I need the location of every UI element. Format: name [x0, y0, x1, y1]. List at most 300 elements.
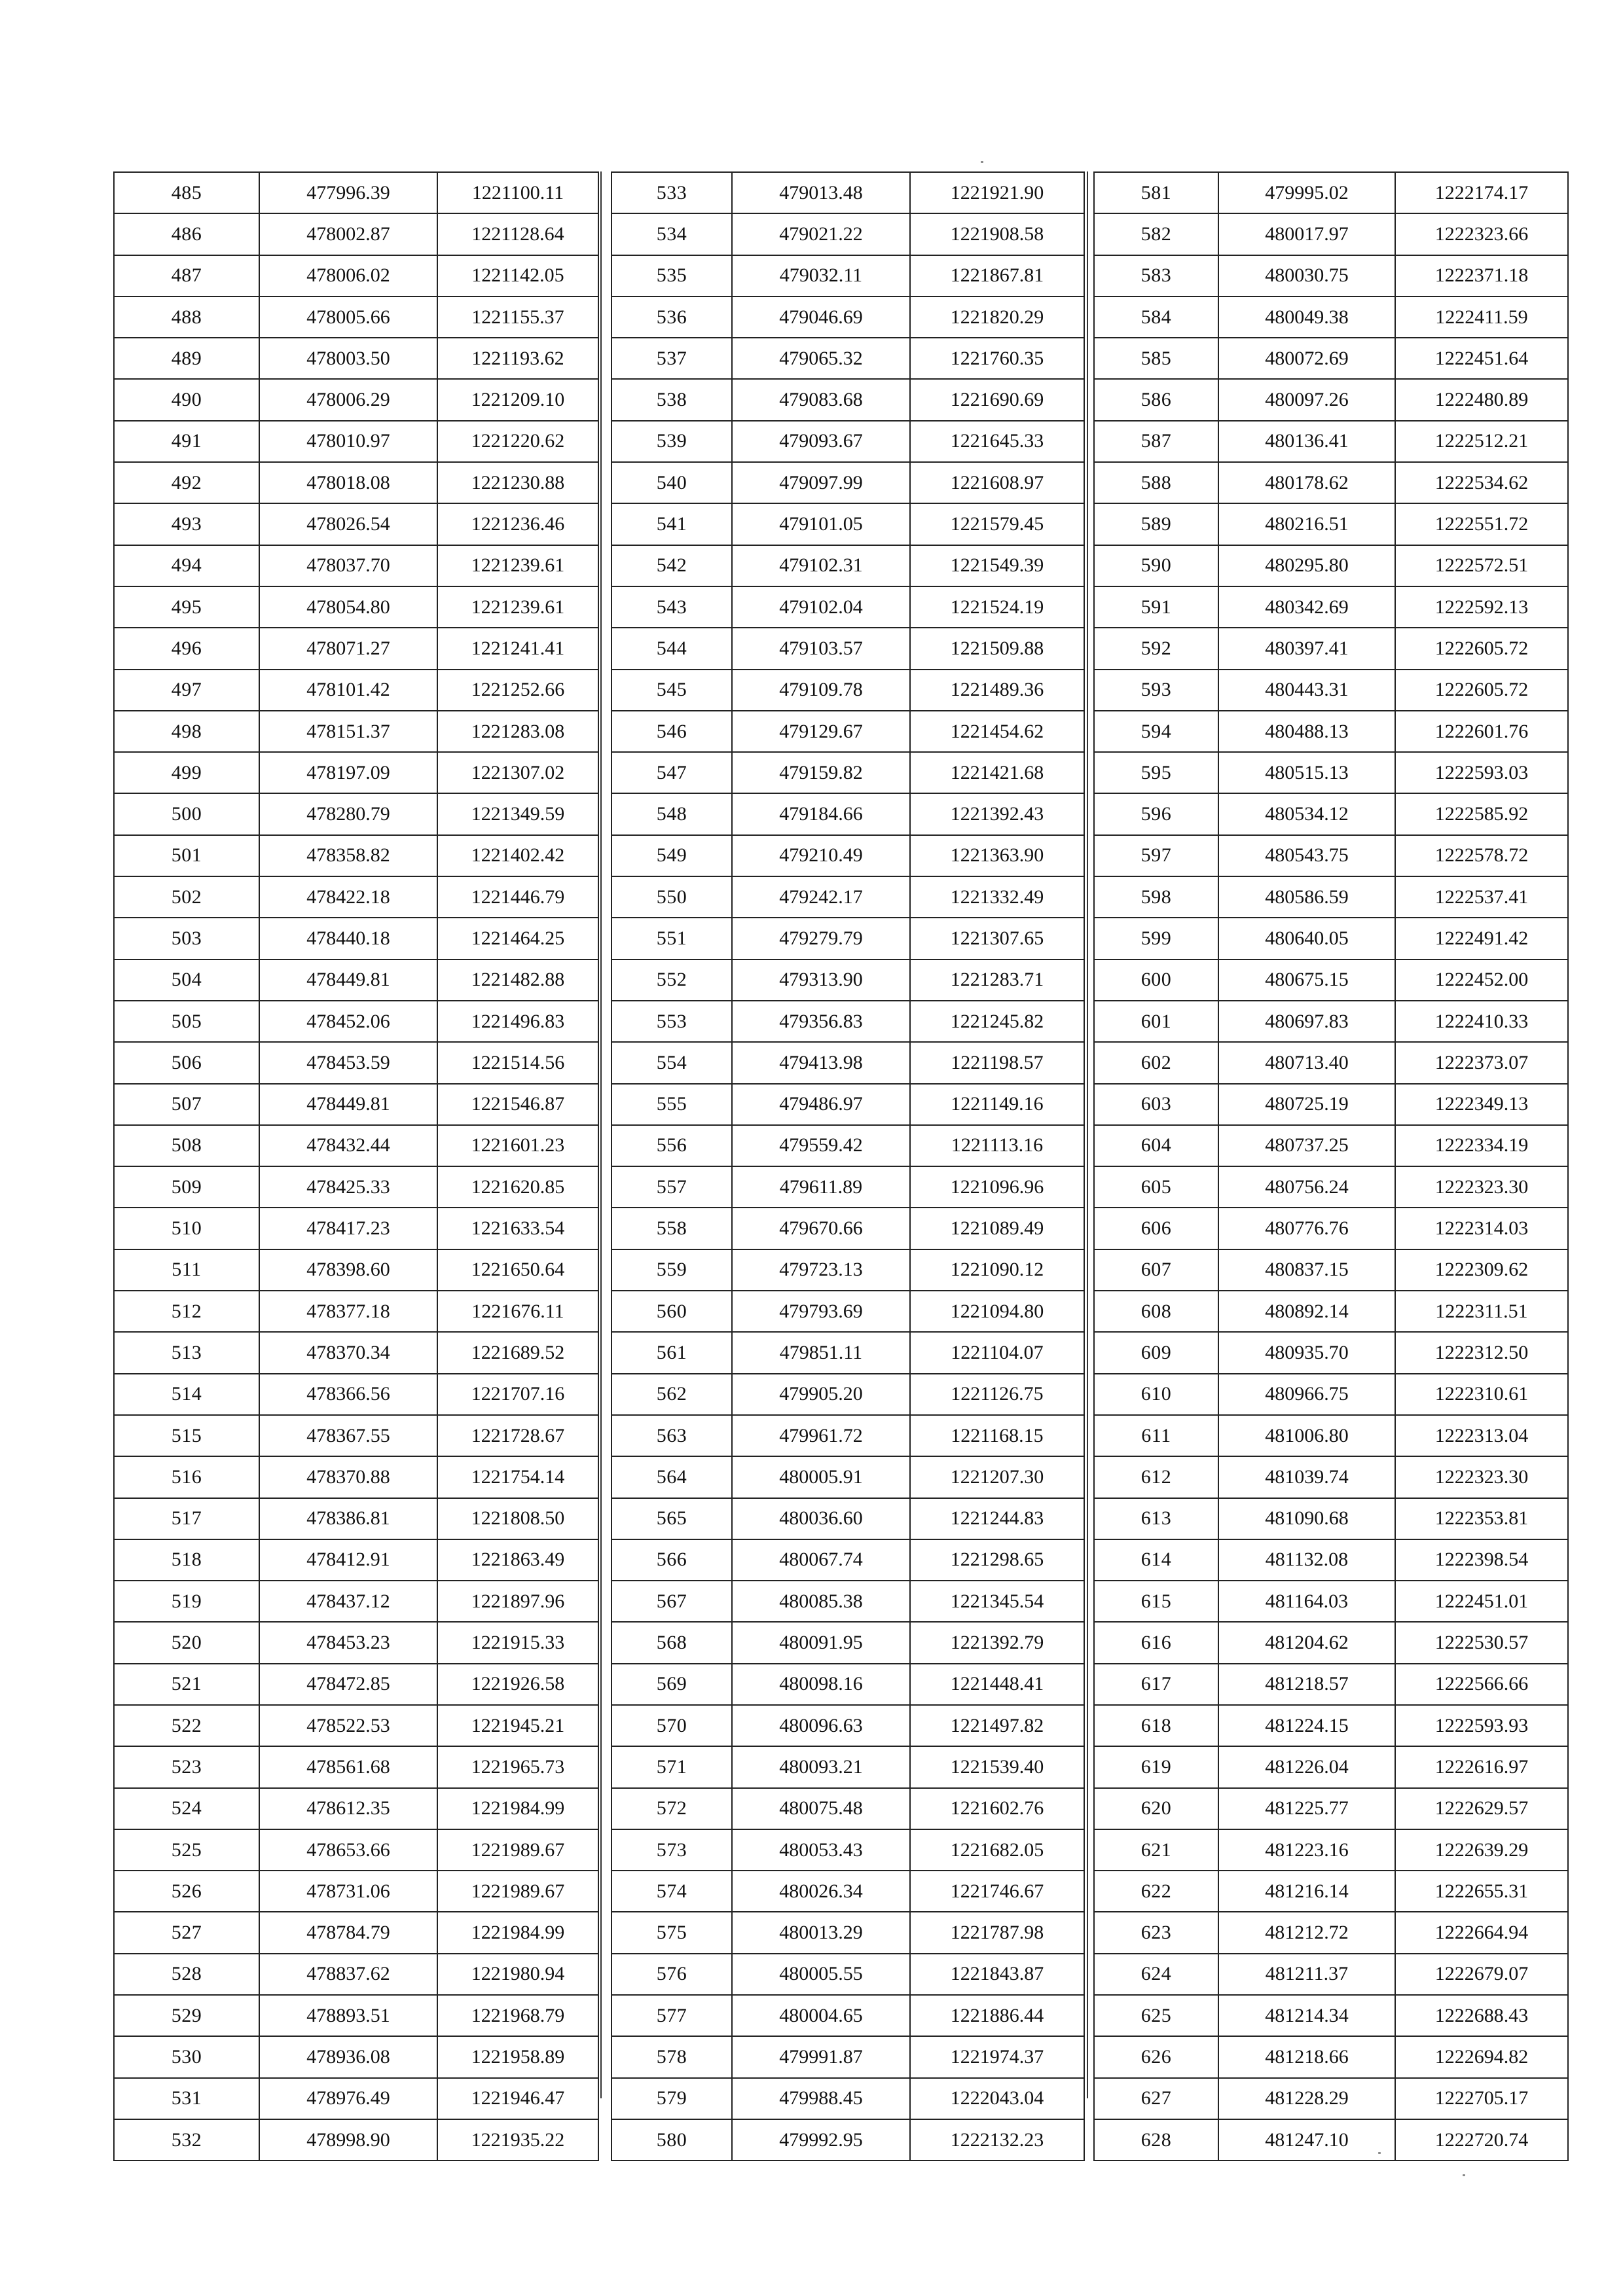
- x-coordinate-cell: 478006.29: [259, 379, 437, 420]
- y-coordinate-cell: 1222679.07: [1395, 1954, 1568, 1995]
- x-coordinate-cell: 480837.15: [1218, 1249, 1395, 1291]
- x-coordinate-cell: 480096.63: [732, 1705, 910, 1746]
- x-coordinate-cell: 479991.87: [732, 2036, 910, 2077]
- x-coordinate-cell: 480097.26: [1218, 379, 1395, 420]
- column-divider-right: [1087, 171, 1088, 2098]
- table-row: [1094, 1291, 1568, 1332]
- point-number-cell: 568: [611, 1622, 732, 1663]
- x-coordinate-cell: 481226.04: [1218, 1746, 1395, 1787]
- y-coordinate-cell: 1222605.72: [1395, 670, 1568, 711]
- table-row: [1094, 1829, 1568, 1871]
- table-row: [1094, 1705, 1568, 1746]
- x-coordinate-cell: 480342.69: [1218, 586, 1395, 628]
- table-row: [114, 2078, 598, 2119]
- point-number-cell: 589: [1094, 503, 1218, 545]
- table-row: [1094, 1166, 1568, 1208]
- point-number-cell: 573: [611, 1829, 732, 1871]
- x-coordinate-cell: 478453.23: [259, 1622, 437, 1663]
- x-coordinate-cell: 479988.45: [732, 2078, 910, 2119]
- point-number-cell: 541: [611, 503, 732, 545]
- x-coordinate-cell: 479559.42: [732, 1125, 910, 1166]
- table-row: [1094, 1415, 1568, 1456]
- point-number-cell: 562: [611, 1374, 732, 1415]
- table-row: [1094, 1001, 1568, 1042]
- x-coordinate-cell: 480178.62: [1218, 462, 1395, 503]
- point-number-cell: 570: [611, 1705, 732, 1746]
- y-coordinate-cell: 1221926.58: [437, 1664, 598, 1705]
- point-number-cell: 612: [1094, 1456, 1218, 1498]
- table-row: [1094, 1954, 1568, 1995]
- x-coordinate-cell: 479046.69: [732, 296, 910, 338]
- point-number-cell: 574: [611, 1871, 732, 1912]
- x-coordinate-cell: 479013.48: [732, 172, 910, 213]
- point-number-cell: 515: [114, 1415, 259, 1456]
- y-coordinate-cell: 1221128.64: [437, 213, 598, 255]
- table-row: [611, 793, 1084, 834]
- point-number-cell: 534: [611, 213, 732, 255]
- y-coordinate-cell: 1222174.17: [1395, 172, 1568, 213]
- y-coordinate-cell: 1221392.79: [910, 1622, 1084, 1663]
- point-number-cell: 587: [1094, 421, 1218, 462]
- x-coordinate-cell: 479413.98: [732, 1042, 910, 1083]
- point-number-cell: 519: [114, 1581, 259, 1622]
- table-row: [611, 1788, 1084, 1829]
- point-number-cell: 485: [114, 172, 259, 213]
- x-coordinate-cell: 480756.24: [1218, 1166, 1395, 1208]
- x-coordinate-cell: 478010.97: [259, 421, 437, 462]
- y-coordinate-cell: 1221974.37: [910, 2036, 1084, 2077]
- point-number-cell: 579: [611, 2078, 732, 2119]
- y-coordinate-cell: 1221113.16: [910, 1125, 1084, 1166]
- table-row: [1094, 1125, 1568, 1166]
- y-coordinate-cell: 1221509.88: [910, 628, 1084, 669]
- x-coordinate-cell: 480067.74: [732, 1539, 910, 1581]
- point-number-cell: 608: [1094, 1291, 1218, 1332]
- x-coordinate-cell: 480030.75: [1218, 255, 1395, 296]
- point-number-cell: 614: [1094, 1539, 1218, 1581]
- y-coordinate-cell: 1221897.96: [437, 1581, 598, 1622]
- y-coordinate-cell: 1222593.93: [1395, 1705, 1568, 1746]
- point-number-cell: 558: [611, 1208, 732, 1249]
- table-row: [114, 960, 598, 1001]
- point-number-cell: 584: [1094, 296, 1218, 338]
- y-coordinate-cell: 1222132.23: [910, 2119, 1084, 2161]
- x-coordinate-cell: 480534.12: [1218, 793, 1395, 834]
- y-coordinate-cell: 1221958.89: [437, 2036, 598, 2077]
- x-coordinate-cell: 479129.67: [732, 711, 910, 752]
- table-row: [611, 1415, 1084, 1456]
- x-coordinate-cell: 479065.32: [732, 338, 910, 379]
- table-row: [611, 711, 1084, 752]
- table-row: [611, 1954, 1084, 1995]
- point-number-cell: 532: [114, 2119, 259, 2161]
- point-number-cell: 569: [611, 1664, 732, 1705]
- point-number-cell: 537: [611, 338, 732, 379]
- table-row: [611, 503, 1084, 545]
- y-coordinate-cell: 1221746.67: [910, 1871, 1084, 1912]
- x-coordinate-cell: 479723.13: [732, 1249, 910, 1291]
- y-coordinate-cell: 1221349.59: [437, 793, 598, 834]
- table-row: [114, 918, 598, 959]
- table-row: [114, 1001, 598, 1042]
- table-row: [611, 1456, 1084, 1498]
- point-number-cell: 507: [114, 1084, 259, 1125]
- x-coordinate-cell: 481218.66: [1218, 2036, 1395, 2077]
- table-row: [114, 296, 598, 338]
- x-coordinate-cell: 481164.03: [1218, 1581, 1395, 1622]
- point-number-cell: 628: [1094, 2119, 1218, 2161]
- point-number-cell: 598: [1094, 876, 1218, 918]
- table-row: [611, 2119, 1084, 2161]
- y-coordinate-cell: 1221921.90: [910, 172, 1084, 213]
- table-row: [611, 1871, 1084, 1912]
- x-coordinate-cell: 479102.31: [732, 545, 910, 586]
- point-number-cell: 585: [1094, 338, 1218, 379]
- coordinate-table-middle: [611, 171, 1085, 2161]
- table-row: [114, 1788, 598, 1829]
- table-row: [611, 379, 1084, 420]
- x-coordinate-cell: 479242.17: [732, 876, 910, 918]
- table-row: [611, 2078, 1084, 2119]
- table-row: [114, 1291, 598, 1332]
- x-coordinate-cell: 478037.70: [259, 545, 437, 586]
- table-row: [611, 960, 1084, 1001]
- x-coordinate-cell: 481216.14: [1218, 1871, 1395, 1912]
- y-coordinate-cell: 1221984.99: [437, 1912, 598, 1953]
- point-number-cell: 498: [114, 711, 259, 752]
- x-coordinate-cell: 479097.99: [732, 462, 910, 503]
- point-number-cell: 610: [1094, 1374, 1218, 1415]
- y-coordinate-cell: 1221454.62: [910, 711, 1084, 752]
- x-coordinate-cell: 479992.95: [732, 2119, 910, 2161]
- table-row: [114, 255, 598, 296]
- table-row: [611, 628, 1084, 669]
- table-row: [114, 1954, 598, 1995]
- table-row: [114, 876, 598, 918]
- x-coordinate-cell: 480640.05: [1218, 918, 1395, 959]
- y-coordinate-cell: 1221728.67: [437, 1415, 598, 1456]
- x-coordinate-cell: 478417.23: [259, 1208, 437, 1249]
- x-coordinate-cell: 479279.79: [732, 918, 910, 959]
- x-coordinate-cell: 478018.08: [259, 462, 437, 503]
- y-coordinate-cell: 1221252.66: [437, 670, 598, 711]
- y-coordinate-cell: 1222334.19: [1395, 1125, 1568, 1166]
- y-coordinate-cell: 1222530.57: [1395, 1622, 1568, 1663]
- point-number-cell: 618: [1094, 1705, 1218, 1746]
- x-coordinate-cell: 478412.91: [259, 1539, 437, 1581]
- point-number-cell: 571: [611, 1746, 732, 1787]
- x-coordinate-cell: 480136.41: [1218, 421, 1395, 462]
- table-row: [1094, 628, 1568, 669]
- point-number-cell: 525: [114, 1829, 259, 1871]
- y-coordinate-cell: 1222314.03: [1395, 1208, 1568, 1249]
- x-coordinate-cell: 480005.91: [732, 1456, 910, 1498]
- y-coordinate-cell: 1222534.62: [1395, 462, 1568, 503]
- y-coordinate-cell: 1221464.25: [437, 918, 598, 959]
- point-number-cell: 625: [1094, 1995, 1218, 2036]
- table-row: [611, 1995, 1084, 2036]
- x-coordinate-cell: 480053.43: [732, 1829, 910, 1871]
- y-coordinate-cell: 1221489.36: [910, 670, 1084, 711]
- y-coordinate-cell: 1221198.57: [910, 1042, 1084, 1083]
- table-row: [114, 1664, 598, 1705]
- y-coordinate-cell: 1221886.44: [910, 1995, 1084, 2036]
- x-coordinate-cell: 481218.57: [1218, 1664, 1395, 1705]
- y-coordinate-cell: 1222310.61: [1395, 1374, 1568, 1415]
- point-number-cell: 611: [1094, 1415, 1218, 1456]
- point-number-cell: 528: [114, 1954, 259, 1995]
- y-coordinate-cell: 1222639.29: [1395, 1829, 1568, 1871]
- table-row: [114, 1249, 598, 1291]
- table-row: [1094, 1871, 1568, 1912]
- point-number-cell: 522: [114, 1705, 259, 1746]
- table-row: [611, 1705, 1084, 1746]
- y-coordinate-cell: 1221241.41: [437, 628, 598, 669]
- y-coordinate-cell: 1222720.74: [1395, 2119, 1568, 2161]
- x-coordinate-cell: 480098.16: [732, 1664, 910, 1705]
- coordinate-table-right: [1093, 171, 1569, 2161]
- y-coordinate-cell: 1221645.33: [910, 421, 1084, 462]
- x-coordinate-cell: 478522.53: [259, 1705, 437, 1746]
- y-coordinate-cell: 1221690.69: [910, 379, 1084, 420]
- point-number-cell: 511: [114, 1249, 259, 1291]
- table-row: [1094, 876, 1568, 918]
- y-coordinate-cell: 1222664.94: [1395, 1912, 1568, 1953]
- x-coordinate-cell: 480216.51: [1218, 503, 1395, 545]
- y-coordinate-cell: 1221142.05: [437, 255, 598, 296]
- point-number-cell: 593: [1094, 670, 1218, 711]
- x-coordinate-cell: 478370.34: [259, 1332, 437, 1373]
- y-coordinate-cell: 1222592.13: [1395, 586, 1568, 628]
- point-number-cell: 591: [1094, 586, 1218, 628]
- y-coordinate-cell: 1221968.79: [437, 1995, 598, 2036]
- point-number-cell: 566: [611, 1539, 732, 1581]
- x-coordinate-cell: 479851.11: [732, 1332, 910, 1373]
- table-row: [1094, 1995, 1568, 2036]
- x-coordinate-cell: 480515.13: [1218, 752, 1395, 793]
- point-number-cell: 493: [114, 503, 259, 545]
- scan-speck: [1463, 2174, 1465, 2176]
- y-coordinate-cell: 1221620.85: [437, 1166, 598, 1208]
- x-coordinate-cell: 479793.69: [732, 1291, 910, 1332]
- x-coordinate-cell: 478440.18: [259, 918, 437, 959]
- point-number-cell: 596: [1094, 793, 1218, 834]
- point-number-cell: 549: [611, 835, 732, 876]
- table-row: [1094, 1249, 1568, 1291]
- table-row: [114, 1581, 598, 1622]
- x-coordinate-cell: 480005.55: [732, 1954, 910, 1995]
- y-coordinate-cell: 1221754.14: [437, 1456, 598, 1498]
- table-row: [611, 1912, 1084, 1953]
- table-row: [1094, 1664, 1568, 1705]
- point-number-cell: 557: [611, 1166, 732, 1208]
- point-number-cell: 495: [114, 586, 259, 628]
- x-coordinate-cell: 479611.89: [732, 1166, 910, 1208]
- x-coordinate-cell: 479670.66: [732, 1208, 910, 1249]
- table-row: [1094, 213, 1568, 255]
- y-coordinate-cell: 1222313.04: [1395, 1415, 1568, 1456]
- point-number-cell: 601: [1094, 1001, 1218, 1042]
- x-coordinate-cell: 479313.90: [732, 960, 910, 1001]
- table-row: [114, 835, 598, 876]
- table-row: [114, 1705, 598, 1746]
- point-number-cell: 588: [1094, 462, 1218, 503]
- point-number-cell: 552: [611, 960, 732, 1001]
- point-number-cell: 583: [1094, 255, 1218, 296]
- x-coordinate-cell: 478472.85: [259, 1664, 437, 1705]
- x-coordinate-cell: 480013.29: [732, 1912, 910, 1953]
- point-number-cell: 575: [611, 1912, 732, 1953]
- point-number-cell: 488: [114, 296, 259, 338]
- table-row: [1094, 1622, 1568, 1663]
- table-row: [611, 172, 1084, 213]
- point-number-cell: 527: [114, 1912, 259, 1953]
- x-coordinate-cell: 479102.04: [732, 586, 910, 628]
- y-coordinate-cell: 1221149.16: [910, 1084, 1084, 1125]
- y-coordinate-cell: 1221230.88: [437, 462, 598, 503]
- x-coordinate-cell: 480488.13: [1218, 711, 1395, 752]
- y-coordinate-cell: 1221193.62: [437, 338, 598, 379]
- y-coordinate-cell: 1222312.50: [1395, 1332, 1568, 1373]
- y-coordinate-cell: 1221096.96: [910, 1166, 1084, 1208]
- table-row: [114, 379, 598, 420]
- y-coordinate-cell: 1221514.56: [437, 1042, 598, 1083]
- y-coordinate-cell: 1222323.30: [1395, 1456, 1568, 1498]
- point-number-cell: 590: [1094, 545, 1218, 586]
- table-row: [611, 1042, 1084, 1083]
- y-coordinate-cell: 1221945.21: [437, 1705, 598, 1746]
- table-row: [611, 338, 1084, 379]
- point-number-cell: 524: [114, 1788, 259, 1829]
- point-number-cell: 586: [1094, 379, 1218, 420]
- table-row: [1094, 1581, 1568, 1622]
- y-coordinate-cell: 1222480.89: [1395, 379, 1568, 420]
- point-number-cell: 504: [114, 960, 259, 1001]
- x-coordinate-cell: 481090.68: [1218, 1498, 1395, 1539]
- table-row: [114, 1374, 598, 1415]
- y-coordinate-cell: 1222373.07: [1395, 1042, 1568, 1083]
- x-coordinate-cell: 481225.77: [1218, 1788, 1395, 1829]
- point-number-cell: 492: [114, 462, 259, 503]
- table-row: [1094, 793, 1568, 834]
- y-coordinate-cell: 1221482.88: [437, 960, 598, 1001]
- y-coordinate-cell: 1221608.97: [910, 462, 1084, 503]
- x-coordinate-cell: 478612.35: [259, 1788, 437, 1829]
- x-coordinate-cell: 481039.74: [1218, 1456, 1395, 1498]
- point-number-cell: 513: [114, 1332, 259, 1373]
- table-row: [1094, 545, 1568, 586]
- y-coordinate-cell: 1221863.49: [437, 1539, 598, 1581]
- y-coordinate-cell: 1221524.19: [910, 586, 1084, 628]
- x-coordinate-cell: 480935.70: [1218, 1332, 1395, 1373]
- table-row: [1094, 918, 1568, 959]
- y-coordinate-cell: 1221787.98: [910, 1912, 1084, 1953]
- x-coordinate-cell: 480075.48: [732, 1788, 910, 1829]
- x-coordinate-cell: 478422.18: [259, 876, 437, 918]
- x-coordinate-cell: 480443.31: [1218, 670, 1395, 711]
- table-row: [114, 1539, 598, 1581]
- point-number-cell: 617: [1094, 1664, 1218, 1705]
- y-coordinate-cell: 1221446.79: [437, 876, 598, 918]
- table-row: [611, 462, 1084, 503]
- point-number-cell: 496: [114, 628, 259, 669]
- table-row: [1094, 421, 1568, 462]
- x-coordinate-cell: 480004.65: [732, 1995, 910, 2036]
- y-coordinate-cell: 1221094.80: [910, 1291, 1084, 1332]
- table-row: [114, 1456, 598, 1498]
- y-coordinate-cell: 1221220.62: [437, 421, 598, 462]
- table-row: [114, 1166, 598, 1208]
- x-coordinate-cell: 478998.90: [259, 2119, 437, 2161]
- x-coordinate-cell: 479032.11: [732, 255, 910, 296]
- x-coordinate-cell: 478837.62: [259, 1954, 437, 1995]
- x-coordinate-cell: 480085.38: [732, 1581, 910, 1622]
- x-coordinate-cell: 478561.68: [259, 1746, 437, 1787]
- x-coordinate-cell: 478002.87: [259, 213, 437, 255]
- point-number-cell: 567: [611, 1581, 732, 1622]
- table-row: [611, 752, 1084, 793]
- x-coordinate-cell: 481247.10: [1218, 2119, 1395, 2161]
- x-coordinate-cell: 478893.51: [259, 1995, 437, 2036]
- y-coordinate-cell: 1221421.68: [910, 752, 1084, 793]
- x-coordinate-cell: 481204.62: [1218, 1622, 1395, 1663]
- x-coordinate-cell: 479093.67: [732, 421, 910, 462]
- y-coordinate-cell: 1221676.11: [437, 1291, 598, 1332]
- table-row: [1094, 2119, 1568, 2161]
- point-number-cell: 542: [611, 545, 732, 586]
- table-row: [611, 1125, 1084, 1166]
- y-coordinate-cell: 1221707.16: [437, 1374, 598, 1415]
- point-number-cell: 502: [114, 876, 259, 918]
- table-row: [114, 586, 598, 628]
- y-coordinate-cell: 1222311.51: [1395, 1291, 1568, 1332]
- table-row: [1094, 379, 1568, 420]
- point-number-cell: 543: [611, 586, 732, 628]
- y-coordinate-cell: 1222452.00: [1395, 960, 1568, 1001]
- x-coordinate-cell: 478367.55: [259, 1415, 437, 1456]
- x-coordinate-cell: 478280.79: [259, 793, 437, 834]
- point-number-cell: 555: [611, 1084, 732, 1125]
- point-number-cell: 508: [114, 1125, 259, 1166]
- table-row: [611, 1539, 1084, 1581]
- y-coordinate-cell: 1221236.46: [437, 503, 598, 545]
- point-number-cell: 609: [1094, 1332, 1218, 1373]
- point-number-cell: 623: [1094, 1912, 1218, 1953]
- x-coordinate-cell: 478151.37: [259, 711, 437, 752]
- table-row: [611, 1001, 1084, 1042]
- x-coordinate-cell: 480072.69: [1218, 338, 1395, 379]
- y-coordinate-cell: 1222491.42: [1395, 918, 1568, 959]
- x-coordinate-cell: 480586.59: [1218, 876, 1395, 918]
- point-number-cell: 523: [114, 1746, 259, 1787]
- point-number-cell: 578: [611, 2036, 732, 2077]
- point-number-cell: 615: [1094, 1581, 1218, 1622]
- table-row: [1094, 1912, 1568, 1953]
- point-number-cell: 561: [611, 1332, 732, 1373]
- table-row: [611, 1291, 1084, 1332]
- y-coordinate-cell: 1221155.37: [437, 296, 598, 338]
- y-coordinate-cell: 1221392.43: [910, 793, 1084, 834]
- x-coordinate-cell: 480713.40: [1218, 1042, 1395, 1083]
- x-coordinate-cell: 477996.39: [259, 172, 437, 213]
- y-coordinate-cell: 1222323.66: [1395, 213, 1568, 255]
- y-coordinate-cell: 1222451.64: [1395, 338, 1568, 379]
- table-row: [611, 1581, 1084, 1622]
- y-coordinate-cell: 1222398.54: [1395, 1539, 1568, 1581]
- x-coordinate-cell: 478731.06: [259, 1871, 437, 1912]
- point-number-cell: 594: [1094, 711, 1218, 752]
- point-number-cell: 560: [611, 1291, 732, 1332]
